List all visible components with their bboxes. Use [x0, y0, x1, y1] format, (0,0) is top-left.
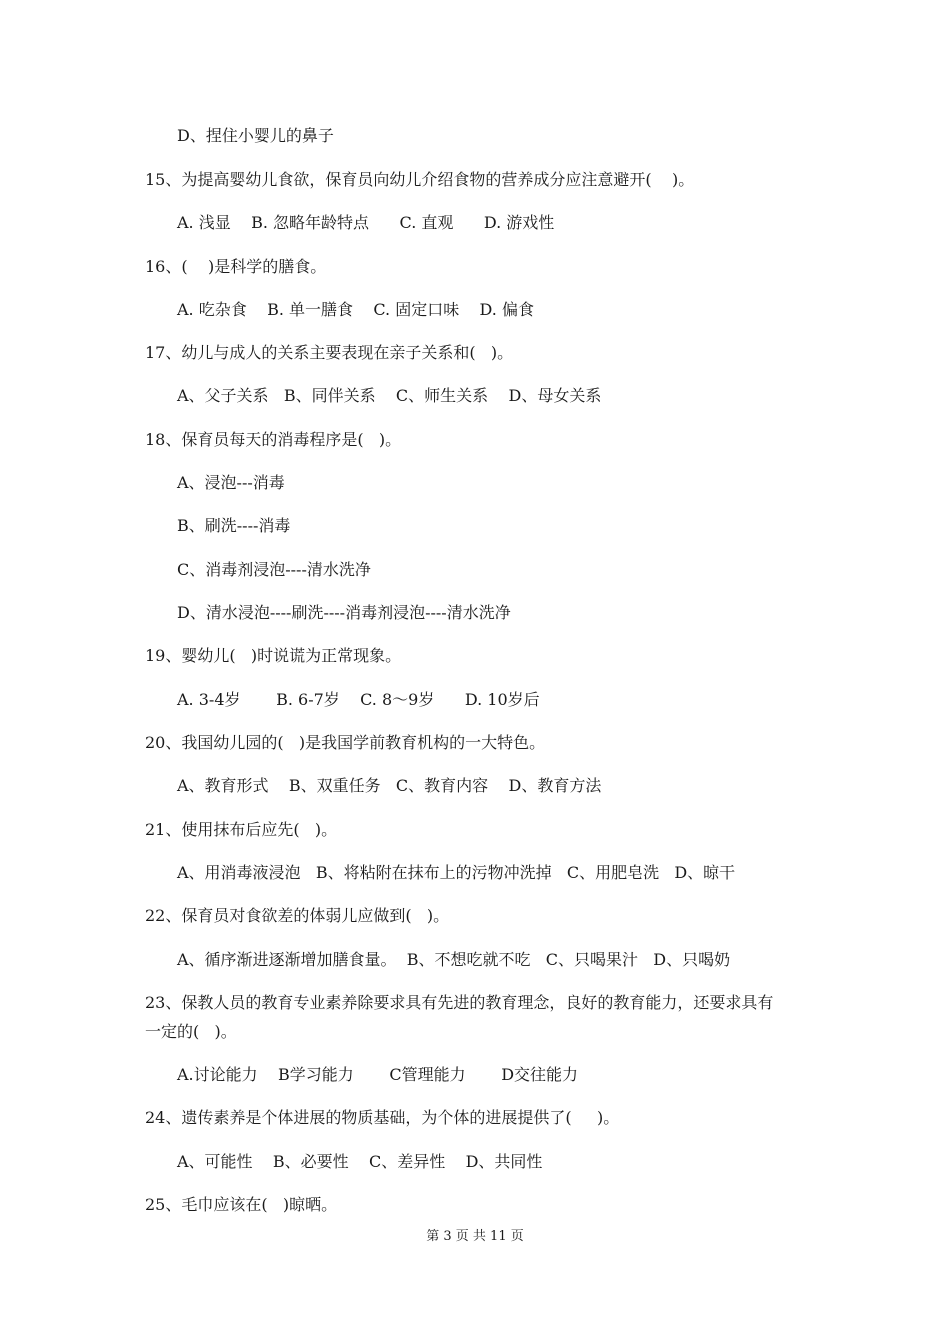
question-20: 20、我国幼儿园的( )是我国学前教育机构的一大特色。: [145, 733, 546, 752]
options-21: A、用消毒液浸泡 B、将粘附在抹布上的污物冲洗掉 C、用肥皂洗 D、晾干: [177, 863, 736, 882]
question-17: 17、幼儿与成人的关系主要表现在亲子关系和( )。: [145, 343, 514, 362]
options-23: A.讨论能力 B学习能力 C管理能力 D交往能力: [177, 1065, 579, 1084]
option-18-d: D、清水浸泡----刷洗----消毒剂浸泡----清水洗净: [177, 603, 511, 622]
question-19: 19、婴幼儿( )时说谎为正常现象。: [145, 646, 402, 665]
question-22: 22、保育员对食欲差的体弱儿应做到( )。: [145, 906, 450, 925]
option-18-a: A、浸泡---消毒: [177, 473, 285, 492]
options-19: A. 3-4岁 B. 6-7岁 C. 8～9岁 D. 10岁后: [177, 690, 540, 709]
question-24: 24、遗传素养是个体进展的物质基础，为个体的进展提供了( )。: [145, 1108, 620, 1127]
option-14-d: D、捏住小婴儿的鼻子: [177, 126, 334, 145]
option-18-c: C、消毒剂浸泡----清水洗净: [177, 560, 371, 579]
option-18-b: B、刷洗----消毒: [177, 516, 291, 535]
question-15: 15、为提高婴幼儿食欲，保育员向幼儿介绍食物的营养成分应注意避开( )。: [145, 170, 695, 189]
options-24: A、可能性 B、必要性 C、差异性 D、共同性: [177, 1152, 543, 1171]
question-23-continued: 一定的( )。: [145, 1022, 237, 1041]
question-21: 21、使用抹布后应先( )。: [145, 820, 338, 839]
question-25: 25、毛巾应该在( )晾晒。: [145, 1195, 338, 1214]
options-16: A. 吃杂食 B. 单一膳食 C. 固定口味 D. 偏食: [177, 300, 534, 319]
question-23: 23、保教人员的教育专业素养除要求具有先进的教育理念，良好的教育能力，还要求具有: [145, 993, 774, 1012]
page-footer: 第 3 页 共 11 页: [426, 1229, 524, 1244]
options-17: A、父子关系 B、同伴关系 C、师生关系 D、母女关系: [177, 386, 602, 405]
options-20: A、教育形式 B、双重任务 C、教育内容 D、教育方法: [177, 776, 602, 795]
question-18: 18、保育员每天的消毒程序是( )。: [145, 430, 402, 449]
options-22: A、循序渐进逐渐增加膳食量。 B、不想吃就不吃 C、只喝果汁 D、只喝奶: [177, 950, 731, 969]
options-15: A. 浅显 B. 忽略年龄特点 C. 直观 D. 游戏性: [177, 213, 555, 232]
question-16: 16、( )是科学的膳食。: [145, 257, 327, 276]
